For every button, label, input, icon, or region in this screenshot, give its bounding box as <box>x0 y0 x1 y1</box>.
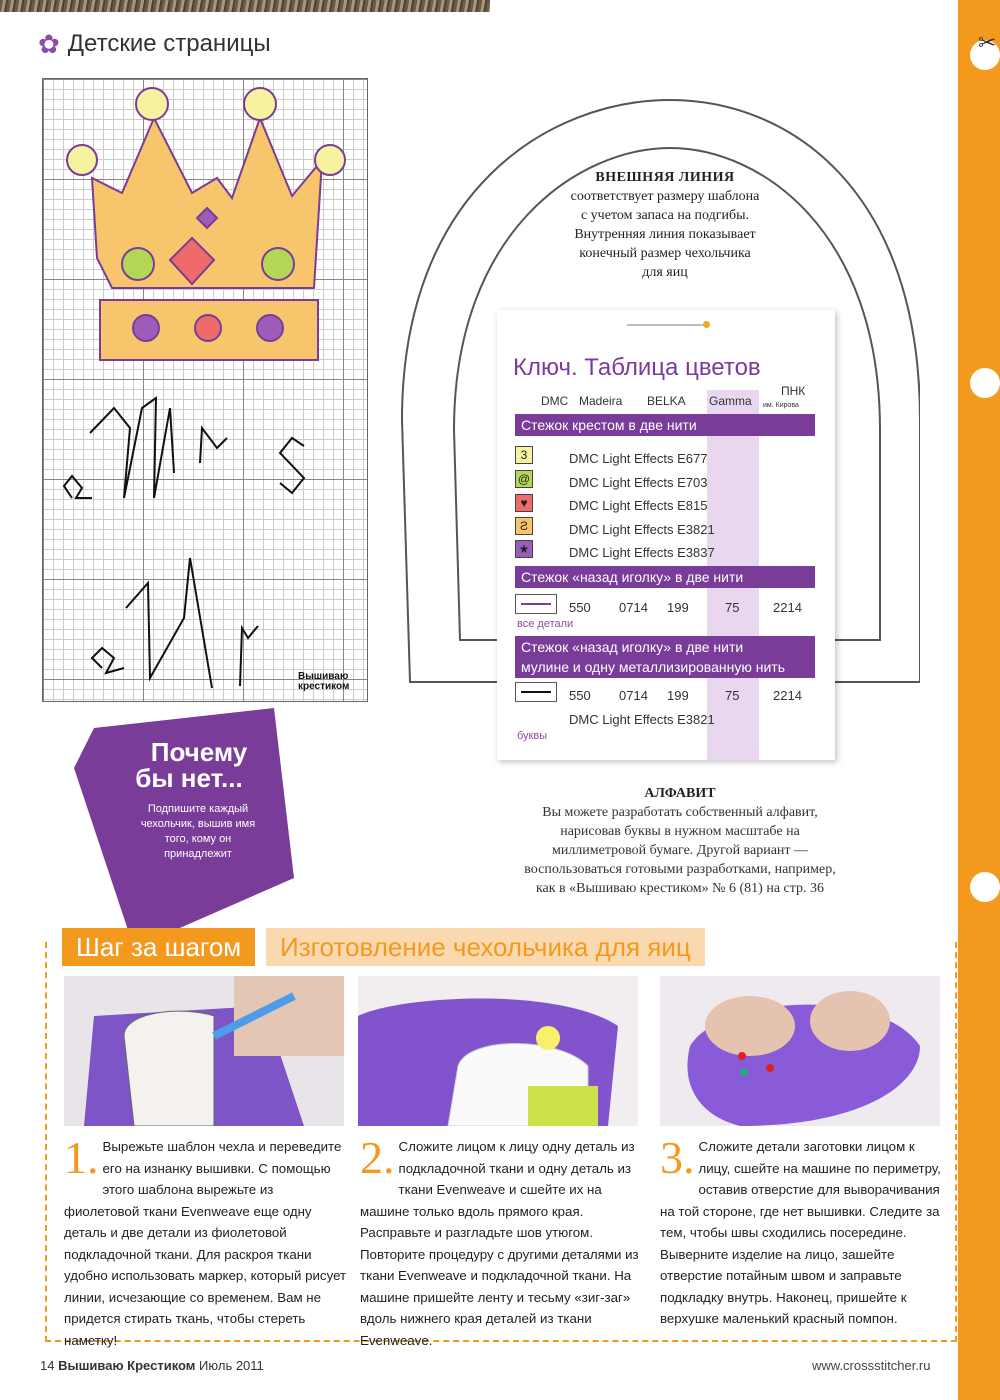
step-text: Сложите детали заготовки лицом к лицу, сшейте на машине по периметру, оставив отверстие для выворачивания на той стороне, где нет вышивки. Следите за тем, чтобы швы сходились посередине. Выверните изделие на лицо, зашейте отверстие потайным швом и заправьте подкладку внутрь. Наконец, пришейте к верхушке маленький красный помпон. <box>660 1139 941 1326</box>
brand-dmc: DMC <box>541 394 569 408</box>
dmc-value: 550 <box>569 688 591 703</box>
section-backstitch-metallic: Стежок «назад иголку» в две нити мулине и одну металлизированную нить <box>515 636 815 678</box>
page-edge-tab <box>958 0 1000 1400</box>
madeira-value: 0714 <box>619 600 648 615</box>
color-label: DMC Light Effects E677 <box>569 451 708 466</box>
brand-pnk-note: им. Кирова <box>763 402 799 409</box>
website-link[interactable]: www.crossstitcher.ru <box>812 1358 931 1373</box>
step-1 <box>64 1132 350 1351</box>
color-label: DMC Light Effects E3837 <box>569 545 715 560</box>
backstitch-swatch <box>515 594 557 614</box>
letter-mrs <box>90 398 174 498</box>
pin-icon <box>627 324 707 326</box>
brand-belka: BELKA <box>647 394 686 408</box>
backstitch-swatch <box>515 682 557 702</box>
dmc-value: 550 <box>569 600 591 615</box>
flower-icon: ✿ <box>38 29 60 59</box>
belka-value: 199 <box>667 600 689 615</box>
crown-gem-green <box>262 248 294 280</box>
letter-mrs <box>280 438 304 493</box>
swatch-e703: @ <box>515 470 533 488</box>
gamma-value: 75 <box>725 688 740 703</box>
issue-date: Июль 2011 <box>199 1358 264 1373</box>
section-backstitch: Стежок «назад иголку» в две нити <box>515 566 815 588</box>
step-2 <box>360 1132 646 1351</box>
brand-madeira: Madeira <box>579 394 623 408</box>
step-number: 3. <box>660 1132 695 1183</box>
swatch-e3837: ★ <box>515 540 533 558</box>
crown-ball <box>315 145 345 175</box>
badge-heading-2: бы нет... <box>135 763 243 793</box>
step-number: 1. <box>64 1132 99 1183</box>
step-2-photo <box>358 976 638 1126</box>
metallic-thread: DMC Light Effects E3821 <box>569 712 715 727</box>
madeira-value: 0714 <box>619 688 648 703</box>
page-number: 14 <box>40 1358 55 1373</box>
color-label: DMC Light Effects E703 <box>569 475 708 490</box>
band-gem-purple <box>257 315 283 341</box>
step-text: Вырежьте шаблон чехла и переведите его на изнанку вышивки. С помощью этого шаблона вырежьте из фиолетовой ткани Evenweave еще одну деталь и две детали из фиолетовой подкладочной ткани. Для раскроя ткани удобно использовать маркер, который рисует линии, исчезающие со временем. Вам не придется стирать ткань, чтобы стереть наметку! <box>64 1139 347 1348</box>
pnk-value: 2214 <box>773 600 802 615</box>
band-gem-purple <box>133 315 159 341</box>
steps-subtitle: Изготовление чехольчика для яиц <box>266 928 705 966</box>
crown-gem-green <box>122 248 154 280</box>
row-note: все детали <box>517 618 574 630</box>
binder-hole <box>970 368 1000 398</box>
step-3-photo <box>660 976 940 1126</box>
scissors-icon: ✂ <box>978 30 997 55</box>
hair-photo-strip <box>0 0 490 12</box>
alphabet-note: АЛФАВИТ Вы можете разработать собственный алфавит, нарисовав буквы в нужном масштабе на миллиметровой бумаге. Другой вариант — воспользоваться готовыми разработками, например, как в «Вышиваю крестиком» № 6 (81) на стр. 36 <box>524 786 836 896</box>
magazine-logo: Вышиваю крестиком <box>298 671 350 692</box>
steps-tab: Шаг за шагом <box>62 928 255 966</box>
belka-value: 199 <box>667 688 689 703</box>
color-label: DMC Light Effects E3821 <box>569 522 715 537</box>
letter-mr <box>240 626 258 686</box>
pnk-value: 2214 <box>773 688 802 703</box>
brand-gamma: Gamma <box>709 394 752 408</box>
swatch-e3821: Ƨ <box>515 517 533 535</box>
letter-mr <box>126 558 212 688</box>
letter-mrs <box>200 428 227 463</box>
step-3 <box>660 1132 946 1330</box>
step-text: Сложите лицом к лицу одну деталь из подкладочной ткани и одну деталь из ткани Evenweave и сшейте их на машине только вдоль прямого края. Расправьте и разгладьте шов утюгом. Повторите процедуру с другими деталями из ткани Evenweave и подкладочной ткани. На машине пришейте ленту и тесьму «зиг-заг» вдоль нижнего края деталей из ткани Evenweave. <box>360 1139 639 1348</box>
key-title: Ключ. Таблица цветов <box>513 354 761 381</box>
letter-mr <box>92 648 124 673</box>
row-note: буквы <box>517 730 548 742</box>
color-label: DMC Light Effects E815 <box>569 498 708 513</box>
template-caption: ВНЕШНЯЯ ЛИНИЯ соответствует размеру шаблона с учетом запаса на подгибы. Внутренняя линия показывает конечный размер чехольчика для яиц <box>570 170 760 280</box>
badge-heading-1: Почему <box>150 737 248 767</box>
pin-head <box>703 321 710 328</box>
gamma-value: 75 <box>725 600 740 615</box>
magazine-name: Вышиваю Крестиком <box>58 1358 196 1373</box>
letter-mrs <box>64 476 92 498</box>
section-header <box>38 30 271 58</box>
badge-body: Подпишите каждый чехольчик, вышив имя того, кому он принадлежит <box>140 803 256 860</box>
step-number: 2. <box>360 1132 395 1183</box>
color-key-card <box>497 310 835 760</box>
swatch-e677: 3 <box>515 446 533 464</box>
brand-pnk: ПНК <box>781 384 806 398</box>
footer-info <box>40 1358 264 1373</box>
binder-hole <box>970 872 1000 902</box>
stitch-chart-drawing <box>42 78 368 702</box>
crown-ball <box>244 88 276 120</box>
crown-ball <box>67 145 97 175</box>
swatch-e815: ♥ <box>515 494 533 512</box>
crown-ball <box>136 88 168 120</box>
band-gem-red <box>195 315 221 341</box>
section-cross-stitch: Стежок крестом в две нити <box>515 414 815 436</box>
section-title: Детские страницы <box>67 30 271 57</box>
step-1-photo <box>64 976 344 1126</box>
